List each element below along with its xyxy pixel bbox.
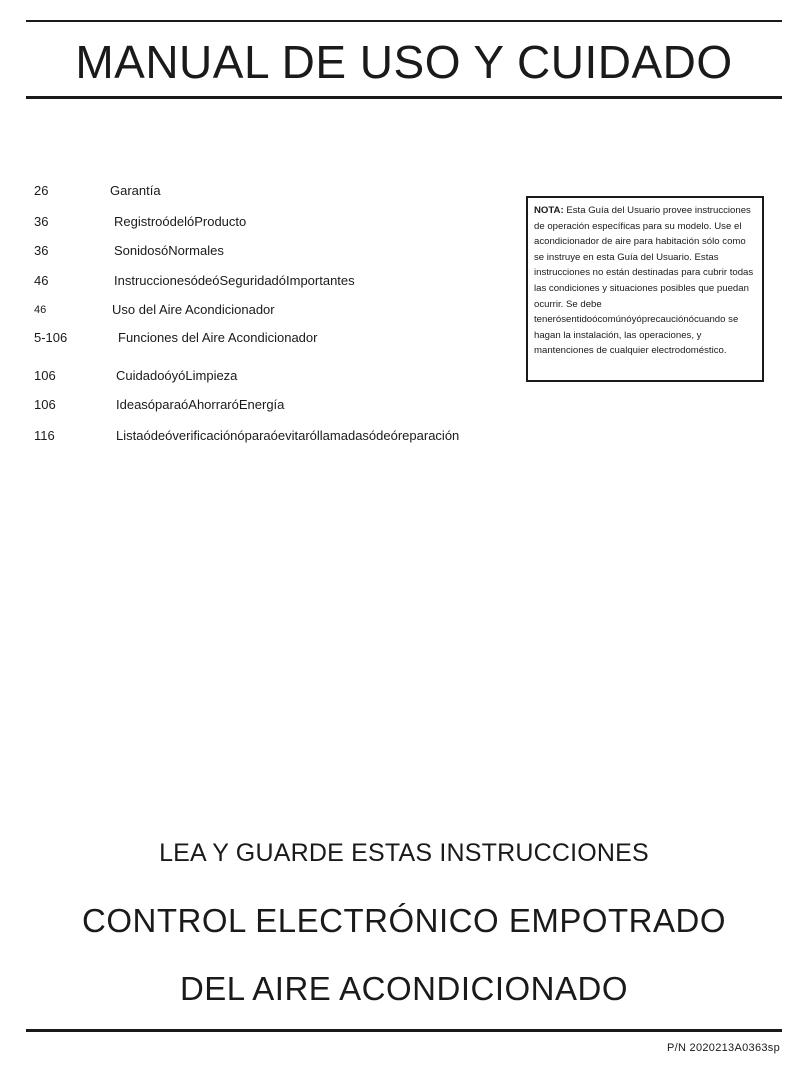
title-rule (26, 96, 782, 99)
bottom-rule (26, 1029, 782, 1032)
toc-entry-label: Garantía (110, 183, 161, 198)
product-subtitle-line-2: DEL AIRE ACONDICIONADO (179, 970, 629, 1007)
toc-row-garantia (34, 180, 514, 202)
toc-entry-label: CuidadoóyóLimpieza (116, 368, 238, 383)
toc-entry-label: Uso del Aire Acondicionador (112, 302, 275, 317)
toc-entry-label: IdeasóparaóAhorraróEnergía (116, 397, 285, 412)
toc-entry-label: Funciones del Aire Acondicionador (118, 330, 318, 345)
product-subtitle-line-1: CONTROL ELECTRÓNICO EMPOTRADO (82, 902, 726, 939)
toc-page-number: 116 (34, 428, 55, 443)
toc-entry-label: SonidosóNormales (114, 243, 224, 258)
toc-page-number: 26 (34, 183, 49, 198)
toc-page-number: 36 (34, 243, 49, 258)
read-and-keep-notice: LEA Y GUARDE ESTAS INSTRUCCIONES (159, 839, 649, 867)
top-rule-thin (26, 20, 782, 22)
toc-page-number: 106 (34, 397, 56, 412)
toc-row-lista (34, 425, 514, 447)
toc-row-uso (34, 299, 514, 321)
toc-entry-label: RegistroódelóProducto (114, 214, 247, 229)
note-body: Esta Guía del Usuario provee instrucciones de operación específicas para su modelo. Use el acondicionador de aire para habitación sólo como se instruye en esta Guía del Usuario. Estas instrucciones no están destinadas para cubrir todas las condiciones y situaciones posibles que puedan ocurrir. Se debe tenerósentidoócomúnóyóprecauciónócuando se hagan la instalación, las operaciones, y mantenciones de cualquier electrodoméstico. (534, 205, 754, 357)
toc-row-ideas (34, 394, 514, 416)
toc-row-registro (34, 211, 514, 233)
note-box (526, 196, 764, 382)
part-number: P/N 2020213A0363sp (666, 1042, 780, 1054)
toc-row-sonidos (34, 240, 514, 262)
toc-entry-label: Listaódeóverificaciónóparaóevitaróllamadasódeóreparación (116, 428, 460, 443)
toc-page-number: 46 (34, 304, 47, 316)
toc-page-number: 5-106 (34, 330, 68, 345)
toc-entry-label: InstruccionesódeóSeguridadóImportantes (114, 273, 355, 288)
toc-page-number: 36 (34, 214, 49, 229)
toc-row-funciones (34, 327, 514, 349)
toc-row-cuidado (34, 365, 514, 387)
page-title: MANUAL DE USO Y CUIDADO (75, 36, 733, 88)
toc-page-number: 106 (34, 368, 56, 383)
note-heading: NOTA: (534, 205, 564, 216)
toc-page-number: 46 (34, 273, 49, 288)
toc-row-seguridad (34, 270, 514, 292)
